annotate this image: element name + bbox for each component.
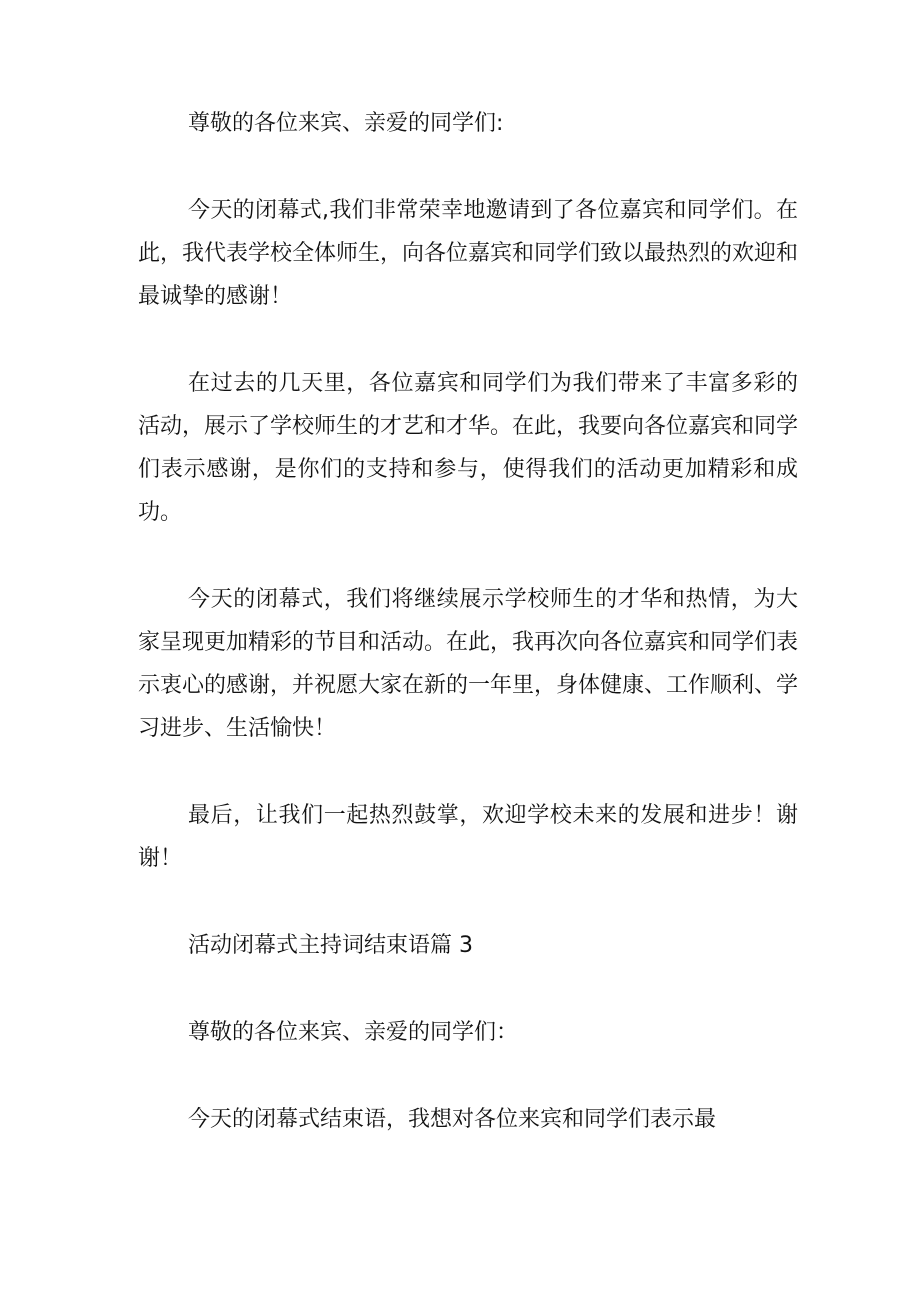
section-heading: 活动闭幕式主持词结束语篇 3 bbox=[188, 933, 473, 958]
closing-paragraph: 最后，让我们一起热烈鼓掌，欢迎学校未来的发展和进步！谢谢！ bbox=[138, 803, 798, 871]
body-paragraph: 今天的闭幕式结束语，我想对各位来宾和同学们表示最 bbox=[188, 1107, 717, 1132]
greeting-paragraph: 尊敬的各位来宾、亲爱的同学们: bbox=[188, 111, 504, 136]
document-body bbox=[138, 102, 798, 1141]
body-paragraph: 今天的闭幕式,我们非常荣幸地邀请到了各位嘉宾和同学们。在此，我代表学校全体师生，向各位嘉宾和同学们致以最热烈的欢迎和最诚挚的感谢！ bbox=[138, 198, 799, 309]
body-paragraph: 在过去的几天里，各位嘉宾和同学们为我们带来了丰富多彩的活动，展示了学校师生的才艺和才华。在此，我要向各位嘉宾和同学们表示感谢，是你们的支持和参与，使得我们的活动更加精彩和成功。 bbox=[138, 371, 799, 525]
greeting-paragraph: 尊敬的各位来宾、亲爱的同学们： bbox=[188, 1020, 519, 1045]
body-paragraph: 今天的闭幕式，我们将继续展示学校师生的才华和热情，为大家呈现更加精彩的节目和活动。在此，我再次向各位嘉宾和同学们表示衷心的感谢，并祝愿大家在新的一年里，身体健康、工作顺利、学习进步、生活愉快！ bbox=[138, 587, 799, 741]
